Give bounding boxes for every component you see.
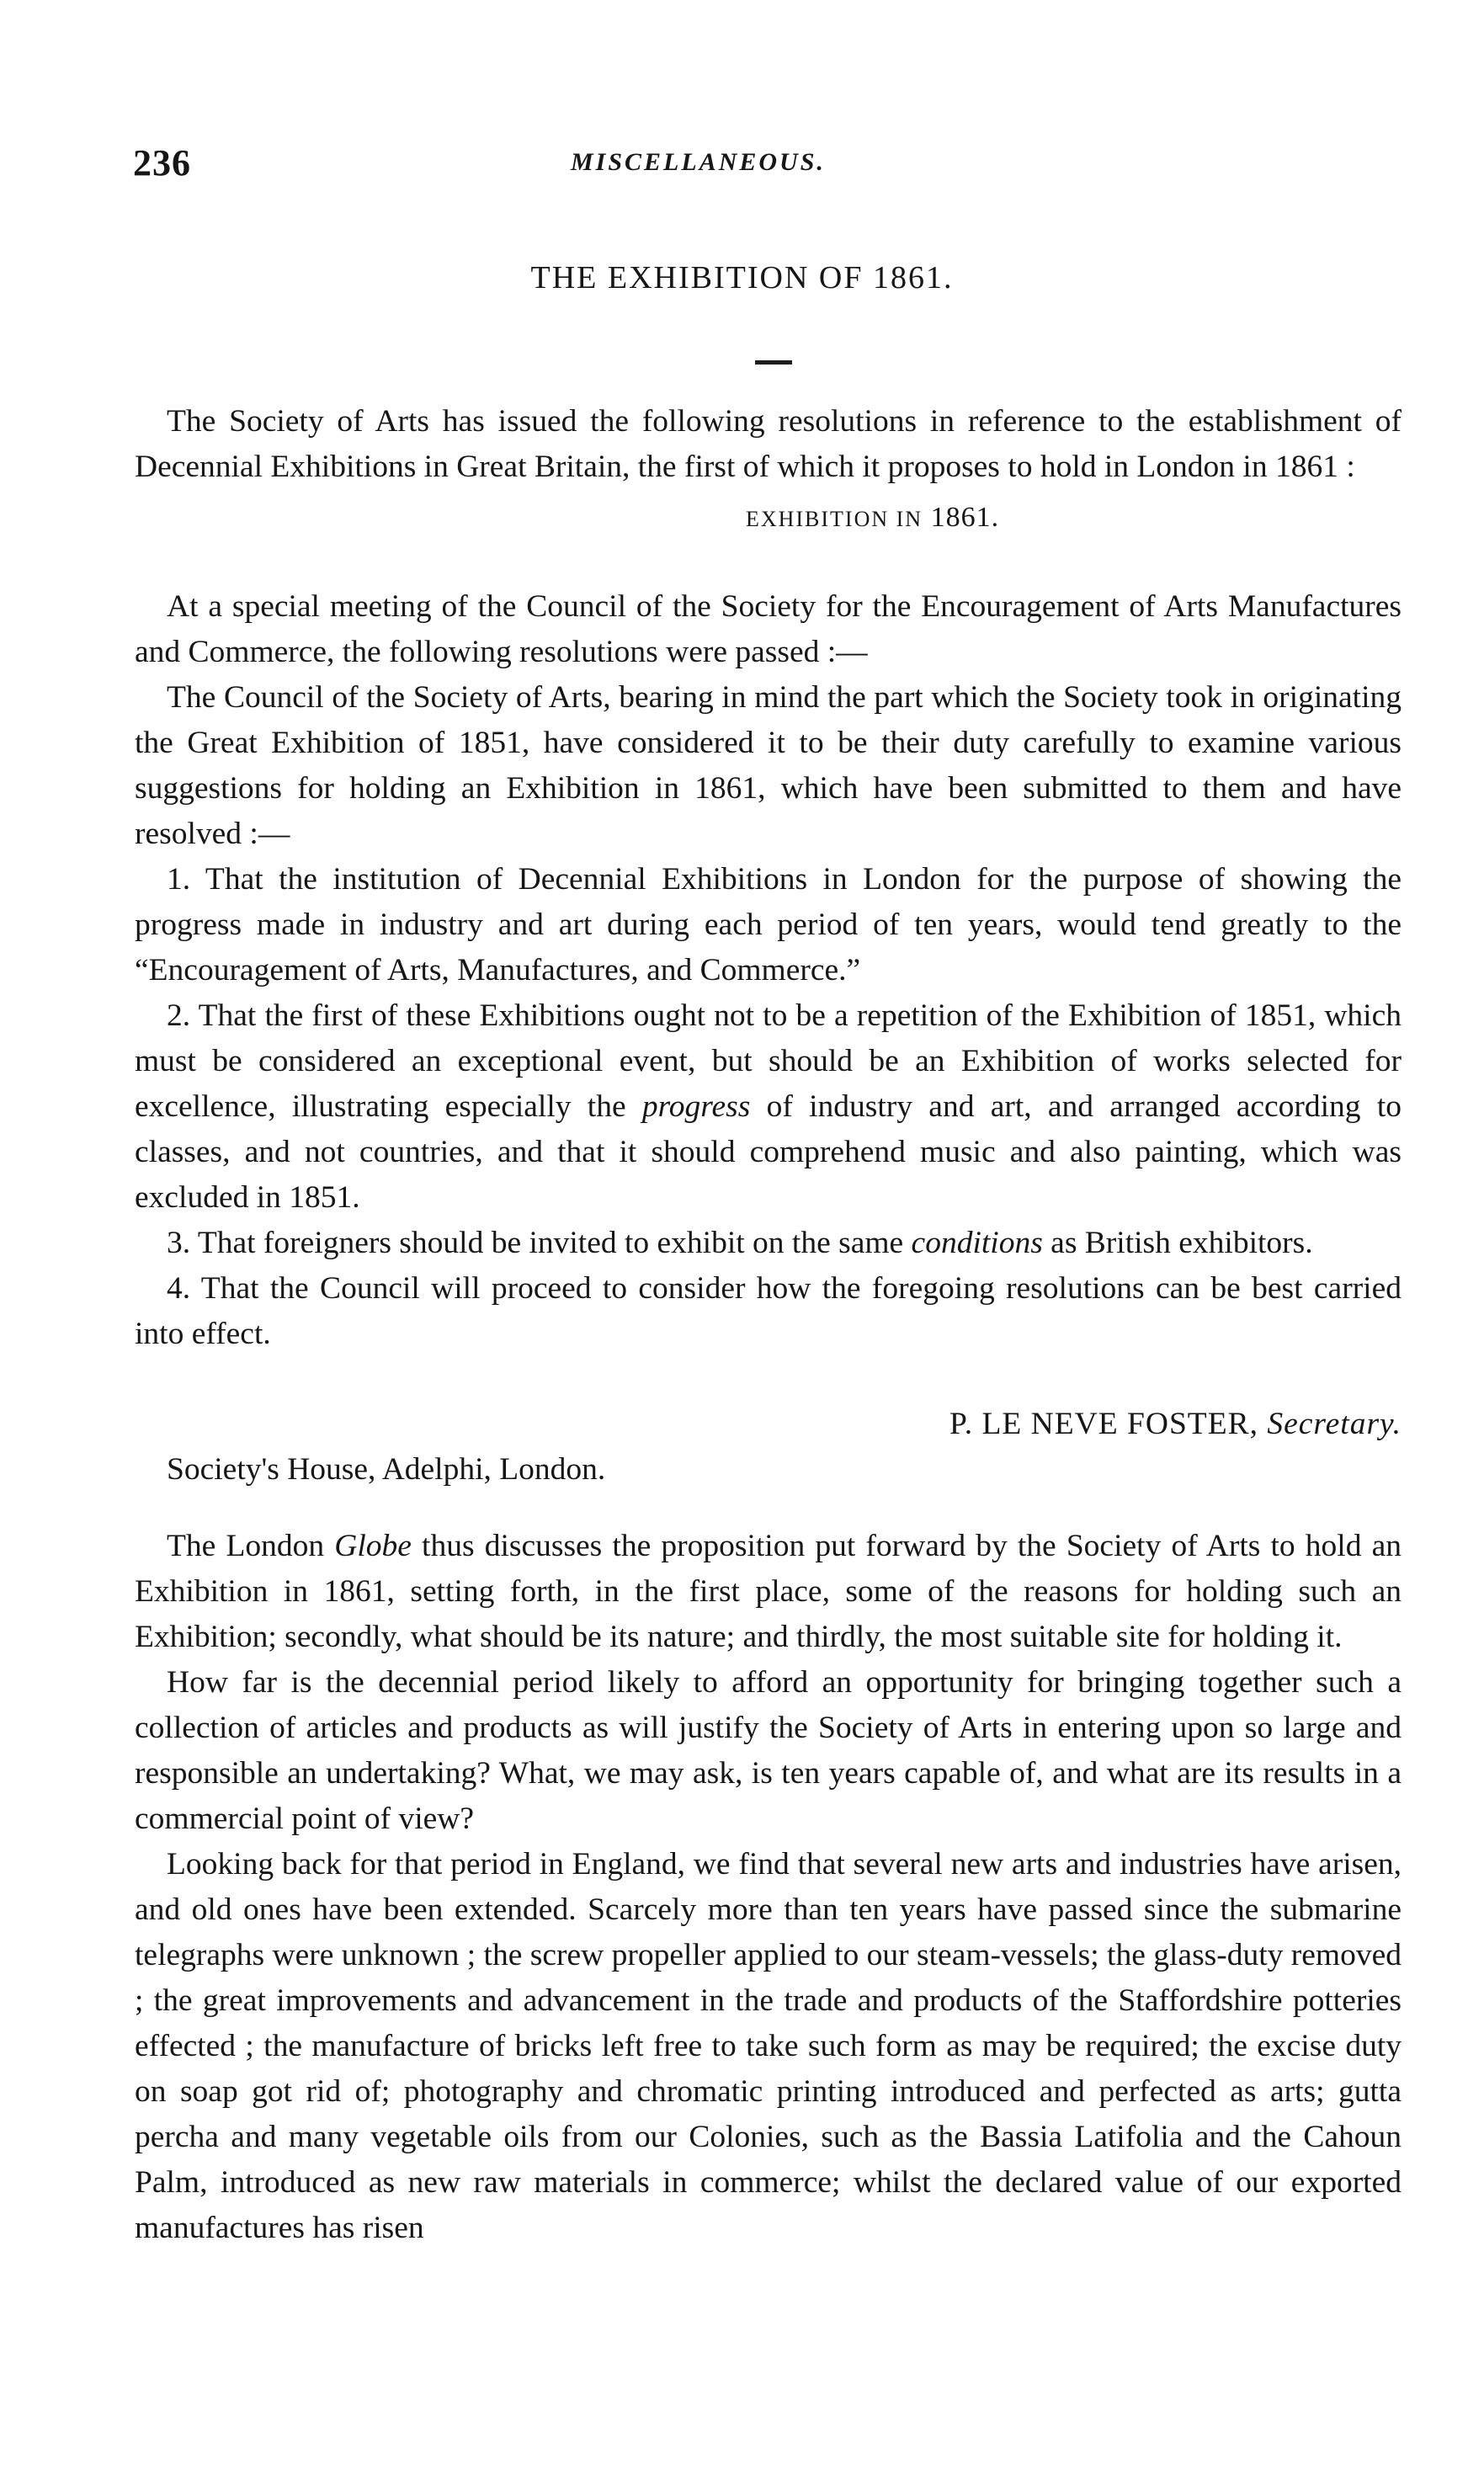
signatory bbox=[949, 1406, 1402, 1442]
resolution-item-2-emphasis: progress bbox=[641, 1089, 751, 1124]
signature-address: Society's House, Adelphi, London. bbox=[167, 1452, 606, 1487]
resolution-item-2 bbox=[135, 993, 1402, 1221]
intro-paragraph: The Society of Arts has issued the following resolutions in reference to the establishment of Decennial Exhibitions in Great Britain, the first of which it proposes to hold in London in 1861 : bbox=[135, 404, 1402, 484]
discussion-paragraph-3: Looking back for that period in England, we find that several new arts and industries have arisen, and old ones have been extended. Scarcely more than ten years have passed since the submarine telegraphs were unknown ; the screw propeller applied to our steam-vessels; the glass-duty removed ; the great improvements and advancement in the trade and products of the Staffordshire potteries effected ; the manufacture of bricks left free to take such form as may be required; the excise duty on soap got rid of; photography and chromatic printing introduced and perfected as arts; gutta percha and many vegetable oils from our Colonies, such as the Bassia Latifolia and the Cahoun Palm, introduced as new raw materials in commerce; whilst the declared value of our exported manufactures has risen bbox=[135, 1847, 1402, 2245]
signatory-role: Secretary. bbox=[1267, 1407, 1402, 1441]
globe-title: Globe bbox=[334, 1529, 412, 1563]
resolution-item-3-text-a: 3. That foreigners should be invited to exhibit on the same bbox=[167, 1226, 912, 1260]
resolution-item-3-text-b: as British exhibitors. bbox=[1042, 1226, 1313, 1260]
signature-block bbox=[135, 1406, 1402, 1490]
subheading-year: 1861. bbox=[930, 502, 1000, 533]
resolution-item-2-text-b: of industry and art, and arranged according to classes, and not countries, and that it should comprehend music and also painting, which was excluded in 1851. bbox=[135, 1089, 1402, 1215]
resolution-item-3 bbox=[135, 1221, 1402, 1266]
page-number: 236 bbox=[133, 142, 191, 184]
title-rule bbox=[755, 360, 792, 365]
signatory-name: P. LE NEVE FOSTER, bbox=[949, 1407, 1259, 1441]
meeting-paragraph: At a special meeting of the Council of the Society for the Encouragement of Arts Manufactures and Commerce, the following resolutions were passed :— bbox=[135, 589, 1402, 669]
resolutions-block bbox=[135, 584, 1402, 1357]
intro-block bbox=[135, 399, 1402, 546]
resolution-item-1: 1. That the institution of Decennial Exhibitions in London for the purpose of showing the progress made in industry and art during each period of ten years, would tend greatly to the “Encouragement of Arts, Manufactures, and Commerce.” bbox=[135, 862, 1402, 987]
discussion-p1-text-b: thus discusses the proposition put forward by the Society of Arts to hold an Exhibition in 1861, setting forth, in the first place, some of the reasons for holding such an Exhibition; secondly, what should be its nature; and thirdly, the most suitable site for holding it. bbox=[135, 1529, 1402, 1654]
resolution-subheading bbox=[135, 490, 1402, 546]
discussion-p1-text-a: The London bbox=[167, 1529, 335, 1563]
discussion-paragraph-1 bbox=[135, 1524, 1402, 1660]
resolution-item-2-text-a: 2. That the first of these Exhibitions ought not to be a repetition of the Exhibition of 1851, which must be considered an exceptional event, but should be an Exhibition of works selected for excellence, illustrating especially the bbox=[135, 998, 1402, 1124]
running-head bbox=[133, 141, 1404, 192]
running-title: MISCELLANEOUS. bbox=[571, 148, 826, 176]
resolution-item-4: 4. That the Council will proceed to consider how the foregoing resolutions can be best carried into effect. bbox=[135, 1271, 1402, 1351]
article-title: THE EXHIBITION OF 1861. bbox=[530, 260, 954, 295]
discussion-paragraph-2: How far is the decennial period likely to afford an opportunity for bringing together such a collection of articles and products as will justify the Society of Arts in entering upon so large and responsible an undertaking? What, we may ask, is ten years capable of, and what are its results in a commercial point of view? bbox=[135, 1665, 1402, 1836]
discussion-block bbox=[135, 1524, 1402, 2251]
resolution-item-3-emphasis: conditions bbox=[911, 1226, 1043, 1260]
subheading-label: EXHIBITION IN bbox=[745, 507, 923, 531]
preamble-paragraph: The Council of the Society of Arts, bearing in mind the part which the Society took in originating the Great Exhibition of 1851, have considered it to be their duty carefully to examine various suggestions for holding an Exhibition in 1861, which have been submitted to them and have resolved :— bbox=[135, 680, 1402, 851]
